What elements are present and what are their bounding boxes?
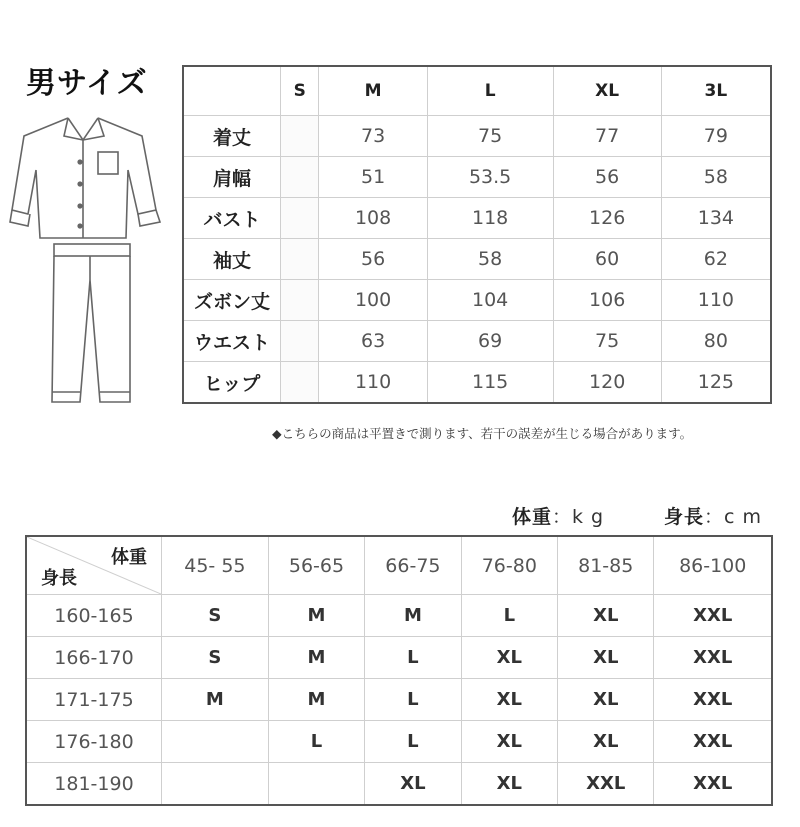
table-cell: 134 xyxy=(661,198,771,239)
size-table xyxy=(182,65,772,404)
table-row xyxy=(26,679,772,721)
corner-height-label: 身長 xyxy=(41,568,77,589)
table-cell: 58 xyxy=(427,239,553,280)
size-cell: XXL xyxy=(654,637,772,679)
table-cell: 69 xyxy=(427,321,553,362)
table-cell: 75 xyxy=(427,116,553,157)
row-label: ヒップ xyxy=(183,362,281,404)
size-cell: XL xyxy=(558,721,654,763)
row-label: ウエスト xyxy=(183,321,281,362)
table-cell: 75 xyxy=(553,321,661,362)
height-range: 176-180 xyxy=(26,721,162,763)
table-cell: 58 xyxy=(661,157,771,198)
height-unit: ：c m xyxy=(704,506,763,528)
row-label: 着丈 xyxy=(183,116,281,157)
weight-range: 81-85 xyxy=(558,536,654,595)
table-row xyxy=(183,198,771,239)
table-cell xyxy=(281,362,319,404)
height-range: 166-170 xyxy=(26,637,162,679)
table-cell: 110 xyxy=(319,362,427,404)
size-cell: M xyxy=(365,595,461,637)
height-range: 171-175 xyxy=(26,679,162,721)
size-header-m: M xyxy=(319,66,427,116)
size-cell xyxy=(268,763,364,806)
size-cell: XXL xyxy=(654,721,772,763)
size-cell: L xyxy=(461,595,557,637)
weight-range: 86-100 xyxy=(654,536,772,595)
table-cell: 80 xyxy=(661,321,771,362)
table-cell xyxy=(281,198,319,239)
height-range: 181-190 xyxy=(26,763,162,806)
table-cell xyxy=(281,157,319,198)
table-row xyxy=(183,280,771,321)
weight-unit: ：k g xyxy=(552,506,605,528)
size-cell: L xyxy=(365,721,461,763)
size-cell: M xyxy=(268,595,364,637)
table-row xyxy=(183,116,771,157)
table-cell: 106 xyxy=(553,280,661,321)
size-cell: XL xyxy=(461,637,557,679)
row-label: 袖丈 xyxy=(183,239,281,280)
size-cell: S xyxy=(162,595,269,637)
weight-unit-label xyxy=(512,502,604,529)
size-cell: S xyxy=(162,637,269,679)
table-cell xyxy=(281,239,319,280)
table-cell: 77 xyxy=(553,116,661,157)
table-cell xyxy=(281,116,319,157)
row-label: バスト xyxy=(183,198,281,239)
table-row xyxy=(183,321,771,362)
size-header-row xyxy=(183,66,771,116)
table-row xyxy=(26,763,772,806)
table-cell: 108 xyxy=(319,198,427,239)
table-cell: 62 xyxy=(661,239,771,280)
weight-range: 45- 55 xyxy=(162,536,269,595)
size-cell: XXL xyxy=(654,679,772,721)
size-cell: XL xyxy=(365,763,461,806)
size-cell: M xyxy=(268,637,364,679)
measurement-note: ◆こちらの商品は平置きで測ります、若干の誤差が生じる場合があります。 xyxy=(272,426,693,441)
size-cell: XL xyxy=(461,679,557,721)
table-row xyxy=(26,595,772,637)
table-cell xyxy=(281,280,319,321)
table-cell: 60 xyxy=(553,239,661,280)
size-cell: L xyxy=(365,637,461,679)
table-cell xyxy=(281,321,319,362)
size-cell: XL xyxy=(558,595,654,637)
size-cell xyxy=(162,721,269,763)
table-cell: 125 xyxy=(661,362,771,404)
size-header-corner xyxy=(183,66,281,116)
table-cell: 53.5 xyxy=(427,157,553,198)
size-header-3l: 3L xyxy=(661,66,771,116)
size-cell xyxy=(162,763,269,806)
size-cell: L xyxy=(365,679,461,721)
table-cell: 63 xyxy=(319,321,427,362)
table-row xyxy=(183,362,771,404)
table-cell: 104 xyxy=(427,280,553,321)
size-cell: XXL xyxy=(558,763,654,806)
table-cell: 51 xyxy=(319,157,427,198)
pajama-set-icon xyxy=(6,110,174,410)
table-row xyxy=(26,721,772,763)
size-header-xl: XL xyxy=(553,66,661,116)
weight-range: 76-80 xyxy=(461,536,557,595)
height-label: 身長 xyxy=(664,506,705,528)
size-cell: XL xyxy=(461,721,557,763)
row-label: 肩幅 xyxy=(183,157,281,198)
size-header-s: S xyxy=(281,66,319,116)
table-cell: 110 xyxy=(661,280,771,321)
size-cell: XL xyxy=(461,763,557,806)
size-header-l: L xyxy=(427,66,553,116)
size-cell: L xyxy=(268,721,364,763)
table-cell: 118 xyxy=(427,198,553,239)
table-row xyxy=(26,637,772,679)
page-title: 男サイズ xyxy=(26,66,148,101)
table-cell: 100 xyxy=(319,280,427,321)
row-label: ズボン丈 xyxy=(183,280,281,321)
table-row xyxy=(183,157,771,198)
table-cell: 56 xyxy=(553,157,661,198)
fit-table xyxy=(25,535,773,806)
table-cell: 79 xyxy=(661,116,771,157)
size-cell: XXL xyxy=(654,763,772,806)
size-cell: XXL xyxy=(654,595,772,637)
corner-weight-label: 体重 xyxy=(111,547,147,568)
height-range: 160-165 xyxy=(26,595,162,637)
size-cell: XL xyxy=(558,679,654,721)
table-cell: 120 xyxy=(553,362,661,404)
table-cell: 115 xyxy=(427,362,553,404)
table-cell: 56 xyxy=(319,239,427,280)
weight-label: 体重 xyxy=(512,506,553,528)
size-cell: XL xyxy=(558,637,654,679)
size-cell: M xyxy=(162,679,269,721)
fit-header-row xyxy=(26,536,772,595)
table-row xyxy=(183,239,771,280)
table-cell: 126 xyxy=(553,198,661,239)
size-cell: M xyxy=(268,679,364,721)
fit-corner-cell xyxy=(26,536,162,595)
height-unit-label xyxy=(664,502,762,529)
weight-range: 56-65 xyxy=(268,536,364,595)
weight-range: 66-75 xyxy=(365,536,461,595)
table-cell: 73 xyxy=(319,116,427,157)
